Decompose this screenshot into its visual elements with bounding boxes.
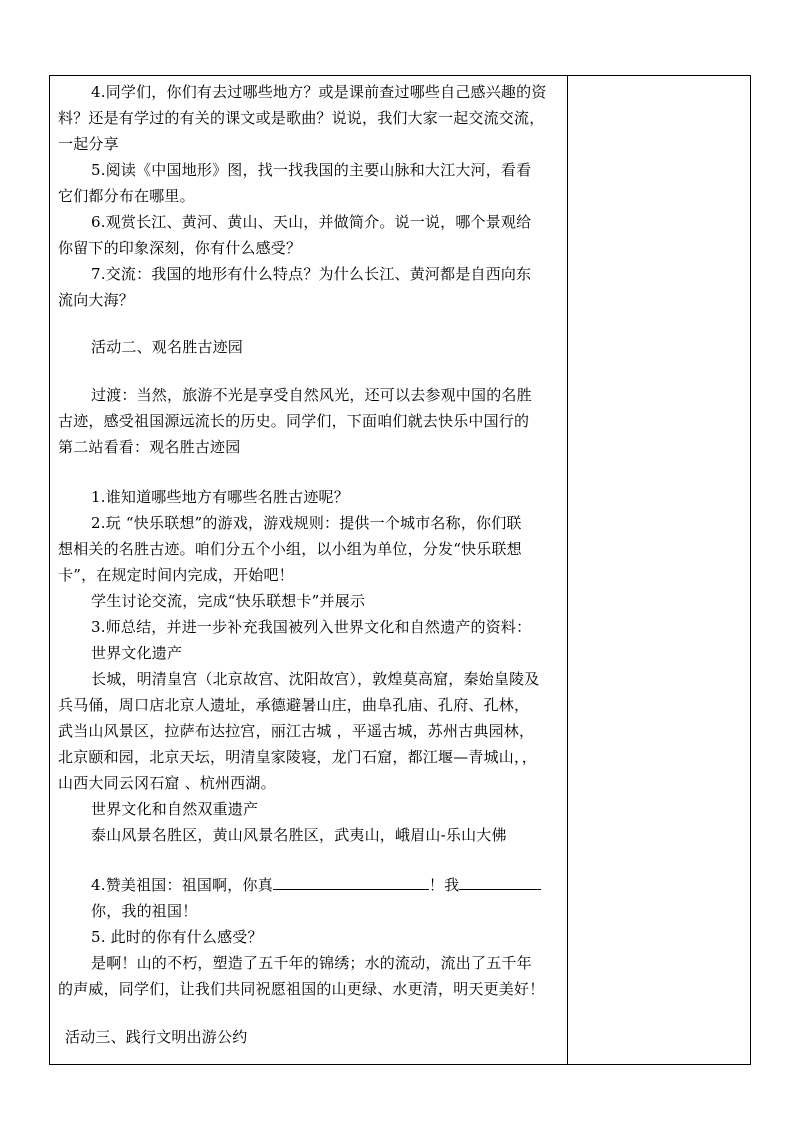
text-line: 4.同学们，你们有去过哪些地方？或是课前查过哪些自己感兴趣的资 xyxy=(91,83,547,101)
section-heading: 活动二、观名胜古迹园 xyxy=(91,338,244,356)
text-line: 世界文化遗产 xyxy=(91,644,183,662)
text-line: 兵马俑，周口店北京人遗址，承德避暑山庄，曲阜孔庙、孔府、孔林， xyxy=(58,696,530,714)
text-line: 卡”，在规定时间内完成，开始吧！ xyxy=(58,566,294,584)
text-line: 古迹，感受祖国源远流长的历史。同学们，下面咱们就去快乐中国行的 xyxy=(58,412,530,430)
text-line: 5.阅读《中国地形》图，找一找我国的主要山脉和大江大河，看看 xyxy=(91,161,532,179)
text-line: 过渡：当然，旅游不光是享受自然风光，还可以去参观中国的名胜 xyxy=(91,386,532,404)
text-line: 料？还是有学过的有关的课文或是歌曲？说说，我们大家一起交流交流， xyxy=(58,109,545,127)
section-heading: 活动三、践行文明出游公约 xyxy=(65,1028,248,1046)
text-fragment: ！我 xyxy=(428,876,460,894)
text-line: 6.观赏长江、黄河、黄山、天山，并做简介。说一说，哪个景观给 xyxy=(91,213,532,231)
text-line: 流向大海？ xyxy=(58,291,135,309)
blank-underline xyxy=(273,875,429,890)
text-line: 世界文化和自然双重遗产 xyxy=(91,800,259,818)
text-line: 武当山风景区，拉萨布达拉宫，丽江古城 ，平遥古城，苏州古典园林， xyxy=(58,722,535,740)
text-line: 你，我的祖国！ xyxy=(91,902,198,920)
document-table xyxy=(49,75,751,1065)
text-line: 3.师总结，并进一步补充我国被列入世界文化和自然遗产的资料： xyxy=(91,618,532,636)
text-line: 1.谁知道哪些地方有哪些名胜古迹呢？ xyxy=(91,488,349,506)
text-line: 第二站看看：观名胜古迹园 xyxy=(58,438,241,456)
text-line: 北京颐和园，北京天坛，明清皇家陵寝，龙门石窟，都江堰—青城山，， xyxy=(58,748,537,766)
text-fragment: 4.赞美祖国：祖国啊，你真 xyxy=(91,876,273,894)
text-line: 2.玩 “快乐联想”的游戏，游戏规则：提供一个城市名称，你们联 xyxy=(91,514,522,532)
fill-in-line xyxy=(91,875,541,895)
text-line: 一起分享 xyxy=(58,135,119,153)
text-line: 它们都分布在哪里。 xyxy=(58,187,195,205)
text-line: 学生讨论交流，完成“快乐联想卡”并展示 xyxy=(91,592,366,610)
text-line: 山西大同云冈石窟 、杭州西湖。 xyxy=(58,774,276,792)
text-line: 泰山风景名胜区，黄山风景名胜区，武夷山，峨眉山-乐山大佛 xyxy=(91,826,507,844)
text-line: 的声威，同学们，让我们共同祝愿祖国的山更绿、水更清，明天更美好！ xyxy=(58,980,545,998)
blank-underline xyxy=(459,875,541,890)
text-line: 5. 此时的你有什么感受？ xyxy=(91,928,263,946)
text-line: 是啊！山的不朽，塑造了五千年的锦绣；水的流动，流出了五千年 xyxy=(91,954,532,972)
text-line: 长城，明清皇宫（北京故宫、沈阳故宫），敦煌莫高窟，秦始皇陵及 xyxy=(91,670,540,688)
text-line: 想相关的名胜古迹。咱们分五个小组，以小组为单位，分发“快乐联想 xyxy=(58,540,522,558)
text-line: 7.交流：我国的地形有什么特点？为什么长江、黄河都是自西向东 xyxy=(91,265,532,283)
text-line: 你留下的印象深刻，你有什么感受？ xyxy=(58,239,302,257)
column-divider xyxy=(567,76,568,1064)
